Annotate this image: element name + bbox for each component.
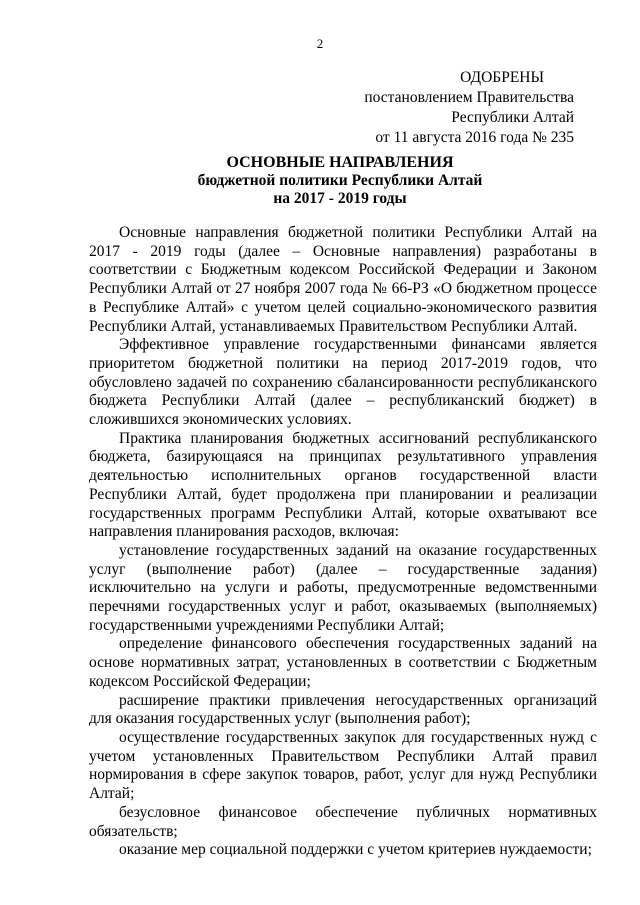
paragraph: Эффективное управление государственными финансами является приоритетом бюджетной политики на период 2017-2019 годов, что обусловлено задачей по сохранению сбалансированности республиканского бюджета Республики Алтай (далее – республиканский бюджет) в сложившихся экономических условиях. — [89, 336, 597, 429]
approval-line-1: постановлением Правительства — [364, 89, 574, 106]
page-number: 2 — [316, 36, 324, 51]
title-years: на 2017 - 2019 годы — [273, 190, 407, 207]
list-item: определение финансового обеспечения государственных заданий на основе нормативных затрат, установленных в соответствии с Бюджетным кодексом Российской Федерации; — [89, 635, 597, 690]
approval-block — [364, 68, 574, 148]
list-item: безусловное финансовое обеспечение публичных нормативных обязательств; — [89, 803, 597, 840]
paragraph: Практика планирования бюджетных ассигнований республиканского бюджета, базирующаяся на принципах результативного управления деятельностью исполнительных органов государственной власти Республики Алтай, будет продолжена при планировании и реализации государственных программ Республики Алтай, которые охватывают все направления планирования расходов, включая: — [89, 429, 597, 541]
document-body — [89, 224, 597, 860]
title-subtitle: бюджетной политики Республики Алтай — [197, 172, 483, 189]
approval-heading: ОДОБРЕНЫ — [460, 69, 544, 86]
list-item: оказание мер социальной поддержки с учетом критериев нуждаемости; — [119, 841, 592, 859]
list-item: установление государственных заданий на оказание государственных услуг (выполнение работ) (далее – государственные задания) исключительно на услуги и работы, предусмотренные ведомственными перечнями государственных услуг и работ, оказываемых (выполняемых) государственными учреждениями Республики Алтай; — [89, 541, 597, 634]
list-item: осуществление государственных закупок для государственных нужд с учетом установленных Правительством Республики Алтай правил нормирования в сфере закупок товаров, работ, услуг для нужд Республики Алтай; — [89, 728, 597, 803]
title-main: ОСНОВНЫЕ НАПРАВЛЕНИЯ — [226, 154, 454, 171]
paragraph: Основные направления бюджетной политики Республики Алтай на 2017 - 2019 годы (далее – Основные направления) разработаны в соответствии с Бюджетным кодексом Российской Федерации и Законом Республики Алтай от 27 ноября 2007 года № 66-РЗ «О бюджетном процессе в Республике Алтай» с учетом целей социально-экономического развития Республики Алтай, устанавливаемых Правительством Республики Алтай. — [89, 224, 597, 335]
document-title — [0, 154, 640, 208]
list-item: расширение практики привлечения негосударственных организаций для оказания государственных услуг (выполнения работ); — [89, 691, 597, 728]
approval-line-2: Республики Алтай — [451, 109, 574, 126]
approval-line-3: от 11 августа 2016 года № 235 — [375, 129, 574, 146]
